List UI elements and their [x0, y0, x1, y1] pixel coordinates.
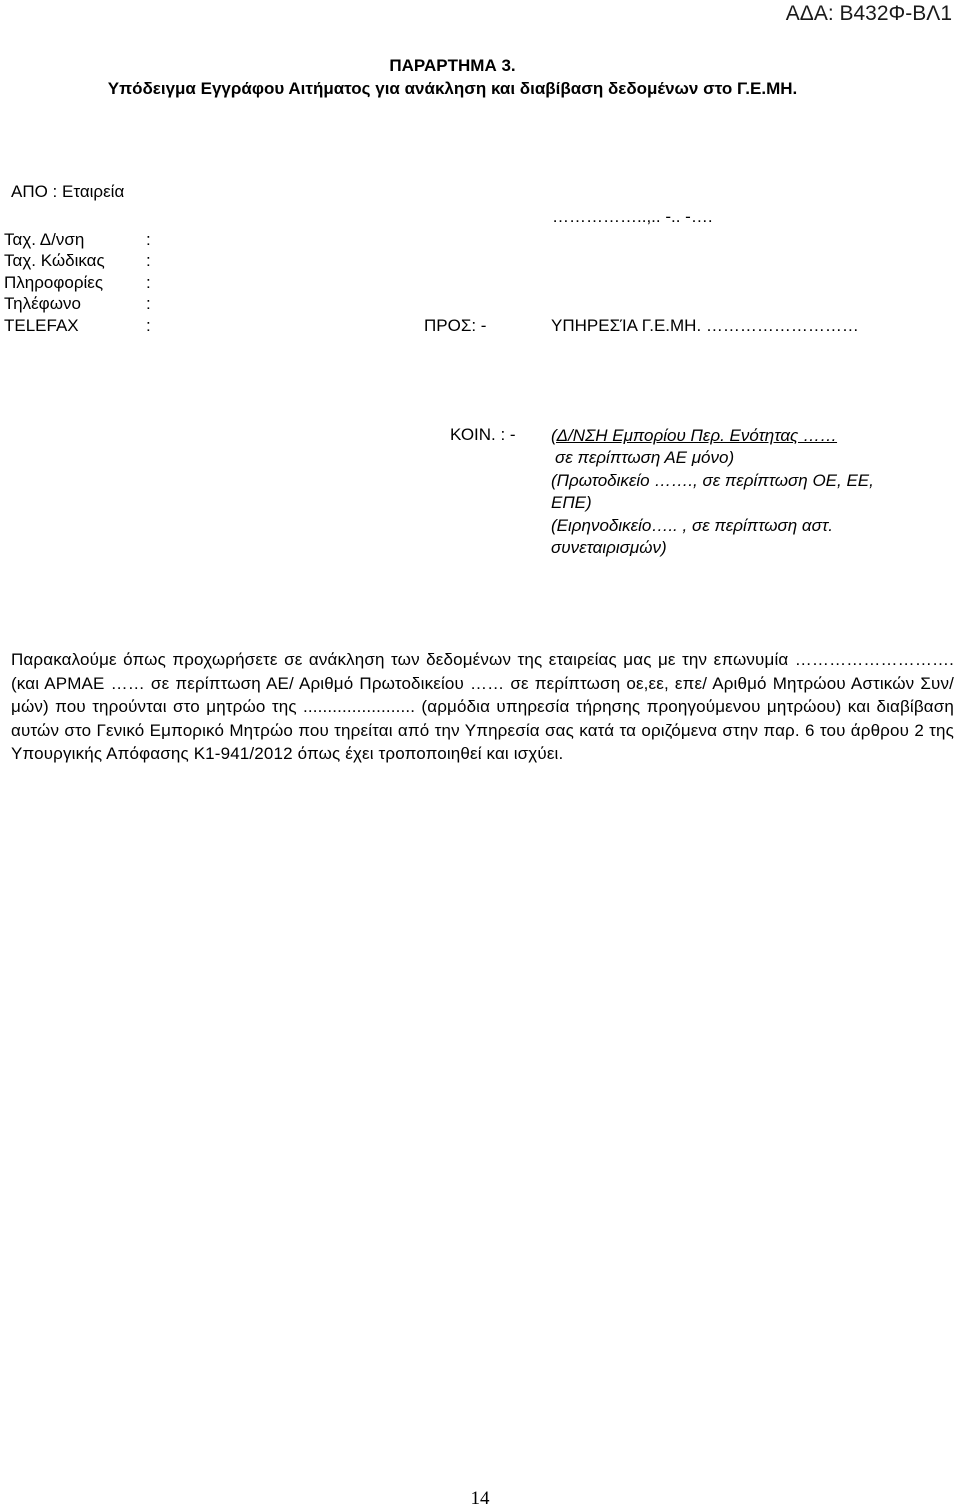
sender-field-colon: :	[146, 294, 151, 313]
sender-field-label: Τηλέφωνο	[4, 294, 81, 313]
sender-field-label: Ταχ. Δ/νση	[4, 230, 85, 249]
koin-line: (Ειρηνοδικείο….. , σε περίπτωση αστ.	[551, 515, 833, 535]
annex-subtitle: Υπόδειγμα Εγγράφου Αιτήματος για ανάκληση και διαβίβαση δεδομένων στο Γ.Ε.ΜΗ.	[107, 79, 798, 98]
ada-code: ΑΔΑ: Β432Φ-ΒΛ1	[785, 2, 952, 25]
recipient-label: ΠΡΟΣ: -	[424, 316, 487, 335]
sender-field-colon: :	[146, 316, 151, 335]
sender-field-label: Πληροφορίες	[4, 273, 104, 292]
koin-line: ΕΠΕ)	[551, 493, 592, 513]
koin-recipients	[551, 425, 874, 559]
sender-field-colon: :	[146, 251, 151, 270]
recipient-value: ΥΠΗΡΕΣΊΑ Γ.Ε.ΜΗ. ………………………	[551, 316, 859, 335]
annex-title: ΠΑΡΑΡΤΗΜΑ 3.	[389, 56, 516, 75]
document-title	[0, 54, 960, 100]
koin-line: σε περίπτωση ΑΕ μόνο)	[555, 448, 735, 468]
sender-field-label: Ταχ. Κώδικας	[4, 251, 105, 270]
koin-line: (Δ/ΝΣΗ Εμπορίου Περ. Ενότητας ……	[551, 426, 838, 445]
sender-from: ΑΠΟ : Εταιρεία	[11, 182, 125, 201]
sender-field-label: TELEFAX	[4, 316, 79, 335]
sender-field-colon: :	[146, 230, 151, 249]
date-line: ……………..,.. -.. -….	[552, 207, 713, 226]
request-body	[11, 648, 954, 766]
koin-line: (Πρωτοδικείο ……., σε περίπτωση ΟΕ, ΕΕ,	[551, 470, 874, 490]
koin-label: ΚΟΙΝ. : -	[450, 425, 516, 444]
request-paragraph: Παρακαλούμε όπως προχωρήσετε σε ανάκληση των δεδομένων της εταιρείας μας με την επωνυμία ………………………. (και ΑΡΜΑΕ …… σε περίπτωση ΑΕ/ Αριθμό Πρωτοδικείου …… σε περίπτωση οε,εε, επε/ Αριθμό Μητρώου Αστικών Συν/μών) που τηρούνται στο μητρώο της ....................... (αρμόδια υπηρεσία τήρησης προηγούμενου μητρώου) και διαβίβαση αυτών στο Γενικό Εμπορικό Μητρώο που τηρείται από την Υπηρεσία σας κατά τα οριζόμενα στην παρ. 6 του άρθρου 2 της Υπουργικής Απόφασης Κ1-941/2012 όπως έχει τροποποιηθεί και ισχύει.	[11, 650, 954, 763]
koin-line: συνεταιρισμών)	[551, 538, 667, 558]
page-number: 14	[470, 1488, 490, 1509]
sender-field-colon: :	[146, 273, 151, 292]
